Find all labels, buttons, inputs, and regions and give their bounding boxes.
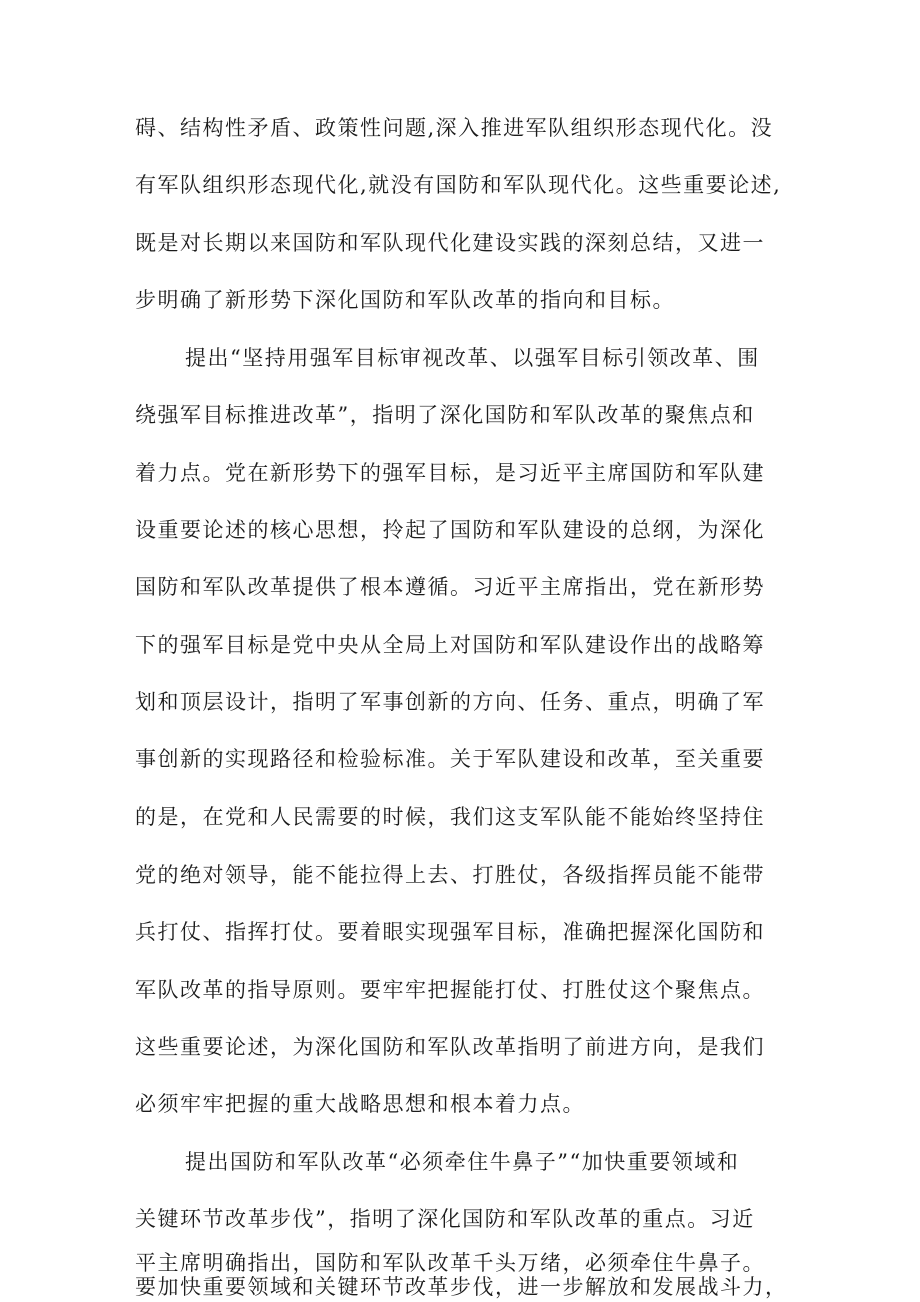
paragraph-first-line: 提出“坚持用强军目标审视改革、以强军目标引领改革、围 [185, 346, 760, 370]
text-line: 事创新的实现路径和检验标准。关于军队建设和改革，至关重要 [135, 747, 765, 771]
text-line: 党的绝对领导，能不能拉得上去、打胜仗，各级指挥员能不能带 [135, 863, 765, 887]
text-line: 国防和军队改革提供了根本遵循。习近平主席指出，党在新形势 [135, 575, 765, 599]
text-line: 这些重要论述，为深化国防和军队改革指明了前进方向，是我们 [135, 1035, 765, 1059]
text-line: 要加快重要领域和关键环节改革步伐，进一步解放和发展战斗力， [135, 1275, 788, 1299]
text-line: 下的强军目标是党中央从全局上对国防和军队建设作出的战略筹 [135, 633, 765, 657]
text-line: 关键环节改革步伐”，指明了深化国防和军队改革的重点。习近 [135, 1207, 755, 1231]
text-line: 设重要论述的核心思想，拎起了国防和军队建设的总纲，为深化 [135, 518, 765, 542]
text-line: 划和顶层设计，指明了军事创新的方向、任务、重点，明确了军 [135, 690, 765, 714]
text-line: 步明确了新形势下深化国防和军队改革的指向和目标。 [135, 288, 675, 312]
text-line: 平主席明确指出，国防和军队改革千头万绪，必须牵住牛鼻子。 [135, 1251, 765, 1275]
text-line: 军队改革的指导原则。要牢牢把握能打仗、打胜仗这个聚焦点。 [135, 978, 765, 1002]
text-line: 有军队组织形态现代化,就没有国防和军队现代化。这些重要论述, [135, 173, 782, 197]
text-line: 必须牢牢把握的重大战略思想和根本着力点。 [135, 1092, 585, 1116]
text-line: 碍、结构性矛盾、政策性问题,深入推进军队组织形态现代化。没 [135, 116, 774, 140]
text-line: 兵打仗、指挥打仗。要着眼实现强军目标，准确把握深化国防和 [135, 920, 765, 944]
text-line: 着力点。党在新形势下的强军目标，是习近平主席国防和军队建 [135, 461, 765, 485]
text-line: 的是，在党和人民需要的时候，我们这支军队能不能始终坚持住 [135, 805, 765, 829]
text-line: 既是对长期以来国防和军队现代化建设实践的深刻总结，又进一 [135, 231, 765, 255]
paragraph-first-line: 提出国防和军队改革“必须牵住牛鼻子”“加快重要领域和 [185, 1150, 740, 1174]
text-line: 绕强军目标推进改革”，指明了深化国防和军队改革的聚焦点和 [135, 403, 755, 427]
